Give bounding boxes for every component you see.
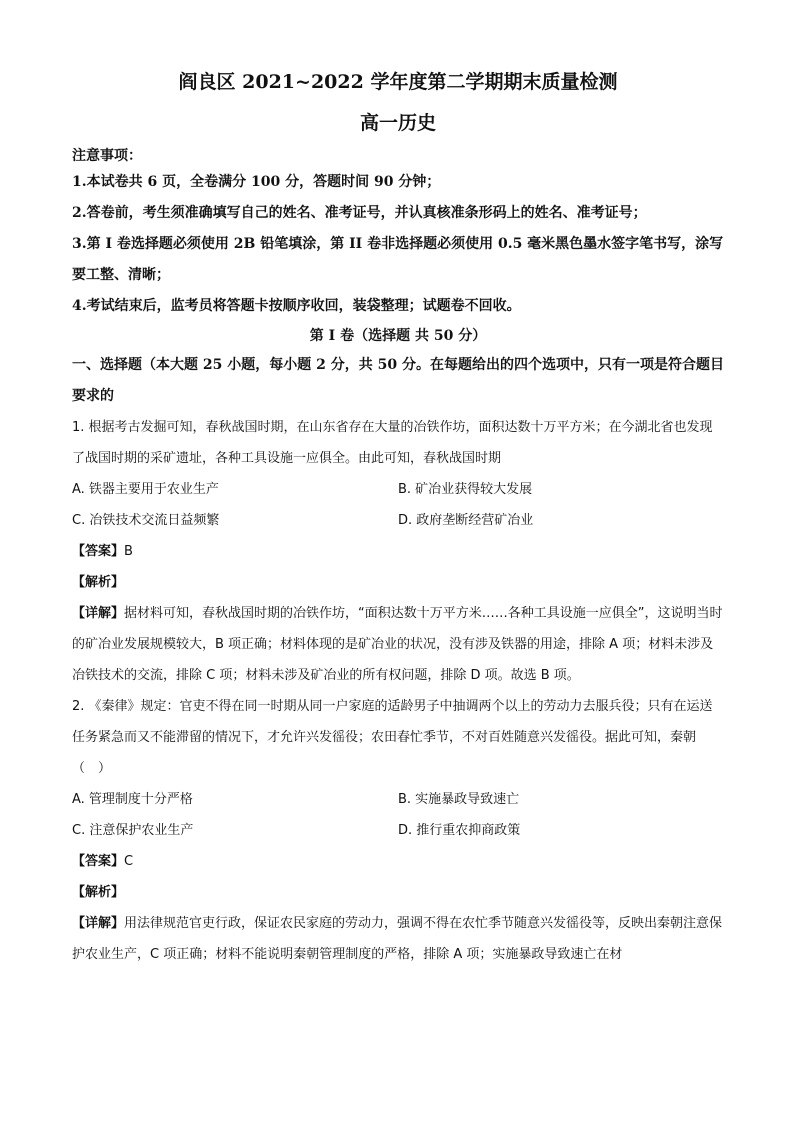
notice-block <box>72 145 724 322</box>
notice-item-1: 1.本试卷共 6 页，全卷满分 100 分，答题时间 90 分钟； <box>72 174 441 190</box>
detail-tag: 【详解】 <box>72 606 125 621</box>
notice-item-2: 2.答卷前，考生须准确填写自己的姓名、准考证号，并认真核准条形码上的姓名、准考证号； <box>72 205 647 221</box>
option-a: A. 管理制度十分严格 <box>72 792 193 807</box>
notice-item-3: 3.第 I 卷选择题必须使用 2B 铅笔填涂，第 II 卷非选择题必须使用 0.5 毫米黑色墨水签字笔书写，涂写要工整、清晰； <box>72 236 724 283</box>
part-title: 一、选择题（本大题 25 小题，每小题 2 分，共 50 分。在每题给出的四个选项中，只有一项是符合题目要求的 <box>72 357 724 404</box>
option-b: B. 矿冶业获得较大发展 <box>398 482 533 497</box>
section-title: 第 I 卷（选择题 共 50 分） <box>309 328 487 344</box>
detail-paragraph <box>72 598 724 691</box>
answer-value: B <box>124 544 133 559</box>
answer-line <box>72 846 724 877</box>
analysis-line <box>72 877 724 908</box>
option-list <box>72 474 724 536</box>
analysis-line <box>72 567 724 598</box>
question-1 <box>72 412 724 691</box>
answer-value: C <box>124 854 134 869</box>
exam-subtitle: 高一历史 <box>359 112 436 134</box>
option-c: C. 冶铁技术交流日益频繁 <box>72 513 220 528</box>
option-b: B. 实施暴政导致速亡 <box>398 792 520 807</box>
question-stem: 1. 根据考古发掘可知，春秋战国时期，在山东省存在大量的冶铁作坊，面积达数十万平方米；在今湖北省也发现了战国时期的采矿遗址，各种工具设施一应俱全。由此可知，春秋战国时期 <box>72 420 713 466</box>
exam-page <box>72 68 724 970</box>
option-d: D. 推行重农抑商政策 <box>398 823 521 838</box>
option-list <box>72 784 724 846</box>
detail-text: 据材料可知，春秋战国时期的冶铁作坊，“面积达数十万平方米……各种工具设施一应俱全”，这说明当时的矿冶业发展规模较大，B 项正确；材料体现的是矿冶业的状况，没有涉及铁器的用途，排除 A 项；材料未涉及冶铁技术的交流，排除 C 项；材料未涉及矿冶业的所有权问题，排除 D 项。故选 B 项。 <box>72 606 723 683</box>
exam-title: 阎良区 2021~2022 学年度第二学期期末质量检测 <box>178 71 618 93</box>
detail-text: 用法律规范官吏行政，保证农民家庭的劳动力，强调不得在农忙季节随意兴发徭役等，反映出秦朝注意保护农业生产，C 项正确；材料不能说明秦朝管理制度的严格，排除 A 项；实施暴政导致速亡在材 <box>72 916 723 962</box>
question-2 <box>72 691 724 970</box>
analysis-tag: 【解析】 <box>72 885 125 900</box>
option-c: C. 注意保护农业生产 <box>72 823 194 838</box>
option-a: A. 铁器主要用于农业生产 <box>72 482 219 497</box>
analysis-tag: 【解析】 <box>72 575 125 590</box>
question-stem: 2. 《秦律》规定：官吏不得在同一时期从同一户家庭的适龄男子中抽调两个以上的劳动力去服兵役；只有在运送任务紧急而又不能滞留的情况下，才允许兴发徭役；农田春忙季节，不对百姓随意兴发徭役。据此可知，秦朝（ ） <box>72 699 713 776</box>
answer-tag: 【答案】 <box>72 854 125 869</box>
detail-paragraph <box>72 908 724 970</box>
answer-tag: 【答案】 <box>72 544 125 559</box>
option-d: D. 政府垄断经营矿冶业 <box>398 513 534 528</box>
answer-line <box>72 536 724 567</box>
detail-tag: 【详解】 <box>72 916 125 931</box>
notice-item-4: 4.考试结束后，监考员将答题卡按顺序收回，装袋整理；试题卷不回收。 <box>72 298 521 314</box>
notice-heading: 注意事项： <box>72 148 142 164</box>
